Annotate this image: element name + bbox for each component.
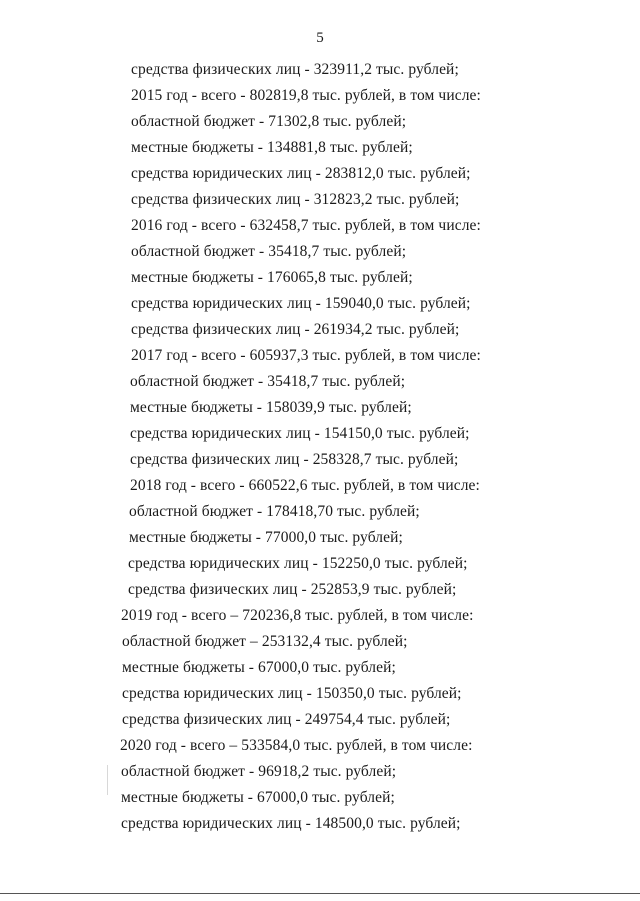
text-line: местные бюджеты - 67000,0 тыс. рублей; — [122, 659, 396, 676]
text-line: 2020 год - всего – 533584,0 тыс. рублей, в том числе: — [120, 737, 473, 754]
text-line: областной бюджет - 71302,8 тыс. рублей; — [131, 113, 407, 130]
text-line: областной бюджет - 35418,7 тыс. рублей; — [130, 373, 406, 390]
text-line: областной бюджет - 178418,70 тыс. рублей; — [129, 503, 420, 520]
text-line: 2015 год - всего - 802819,8 тыс. рублей, в том числе: — [131, 87, 481, 104]
text-line: средства физических лиц - 249754,4 тыс. рублей; — [122, 711, 451, 728]
text-line: областной бюджет – 253132,4 тыс. рублей; — [122, 633, 408, 650]
text-line: средства юридических лиц - 283812,0 тыс. рублей; — [131, 165, 471, 182]
text-line: областной бюджет - 96918,2 тыс. рублей; — [121, 763, 397, 780]
page-bottom-edge — [0, 893, 640, 894]
text-line: средства юридических лиц - 159040,0 тыс. рублей; — [131, 295, 471, 312]
text-line: местные бюджеты - 77000,0 тыс. рублей; — [129, 529, 403, 546]
text-line: местные бюджеты - 158039,9 тыс. рублей; — [130, 399, 412, 416]
text-line: 2018 год - всего - 660522,6 тыс. рублей, в том числе: — [130, 477, 480, 494]
text-line: средства юридических лиц - 154150,0 тыс. рублей; — [130, 425, 470, 442]
text-line: местные бюджеты - 134881,8 тыс. рублей; — [131, 139, 413, 156]
text-line: средства физических лиц - 312823,2 тыс. рублей; — [131, 191, 460, 208]
text-line: средства физических лиц - 252853,9 тыс. рублей; — [128, 581, 457, 598]
scan-margin-mark — [107, 765, 108, 795]
text-line: 2019 год - всего – 720236,8 тыс. рублей, в том числе: — [121, 607, 474, 624]
text-line: 2017 год - всего - 605937,3 тыс. рублей, в том числе: — [131, 347, 481, 364]
text-line: областной бюджет - 35418,7 тыс. рублей; — [131, 243, 407, 260]
text-line: местные бюджеты - 67000,0 тыс. рублей; — [121, 789, 395, 806]
text-line: средства юридических лиц - 152250,0 тыс. рублей; — [128, 555, 468, 572]
text-line: средства физических лиц - 261934,2 тыс. рублей; — [131, 321, 460, 338]
text-line: средства юридических лиц - 150350,0 тыс. рублей; — [122, 685, 462, 702]
text-line: 2016 год - всего - 632458,7 тыс. рублей, в том числе: — [131, 217, 481, 234]
text-line: средства физических лиц - 323911,2 тыс. рублей; — [131, 61, 459, 78]
text-line: средства юридических лиц - 148500,0 тыс. рублей; — [121, 815, 461, 832]
text-line: местные бюджеты - 176065,8 тыс. рублей; — [131, 269, 413, 286]
page-number: 5 — [316, 30, 324, 46]
text-line: средства физических лиц - 258328,7 тыс. рублей; — [130, 451, 459, 468]
